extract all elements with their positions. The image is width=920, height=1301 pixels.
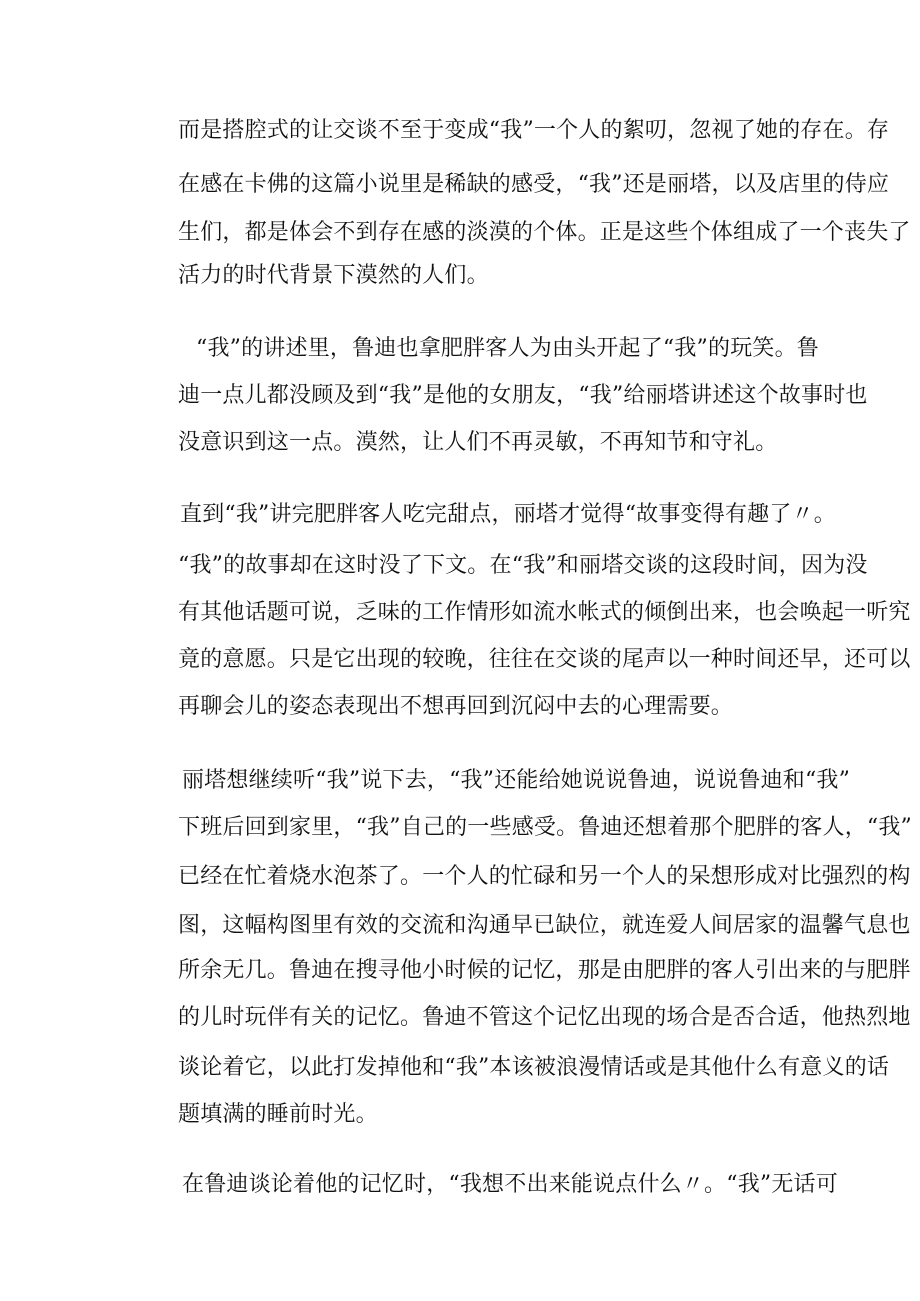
paragraph-2-line-3: 没意识到这一点。漠然，让人们不再灵敏，不再知节和守礼。 [178, 430, 778, 455]
paragraph-3-line-1: 直到“我”讲完肥胖客人吃完甜点，丽塔才觉得“故事变得有趣了〃。 [180, 502, 836, 527]
paragraph-3-line-3: 有其他话题可说，乏味的工作情形如流水帐式的倾倒出来，也会唤起一听究 [178, 600, 911, 625]
paragraph-4-line-1: 丽塔想继续听“我”说下去，“我”还能给她说说鲁迪，说说鲁迪和“我” [182, 768, 851, 793]
paragraph-5-line-1: 在鲁迪谈论着他的记忆时，“我想不出来能说点什么〃。“我”无话可 [182, 1172, 838, 1197]
paragraph-4-line-4: 图，这幅构图里有效的交流和沟通早已缺位，就连爱人间居家的温馨气息也 [178, 913, 911, 938]
paragraph-3-line-2: “我”的故事却在这时没了下文。在“我”和丽塔交谈的这段时间，因为没 [178, 553, 868, 578]
paragraph-1-line-4: 活力的时代背景下漠然的人们。 [178, 263, 489, 288]
paragraph-4-line-8: 题填满的睡前时光。 [178, 1102, 378, 1127]
paragraph-4-line-3: 已经在忙着烧水泡茶了。一个人的忙碌和另一个人的呆想形成对比强烈的构 [178, 864, 911, 889]
paragraph-4-line-7: 谈论着它，以此打发掉他和“我”本该被浪漫情话或是其他什么有意义的话 [178, 1055, 890, 1080]
paragraph-4-line-2: 下班后回到家里，“我”自己的一些感受。鲁迪还想着那个肥胖的客人，“我” [178, 815, 912, 840]
paragraph-3-line-5: 再聊会儿的姿态表现出不想再回到沉闷中去的心理需要。 [178, 694, 734, 719]
paragraph-3-line-4: 竟的意愿。只是它出现的较晚，往往在交谈的尾声以一种时间还早，还可以 [178, 647, 911, 672]
paragraph-2-line-1: “我”的讲述里，鲁迪也拿肥胖客人为由头开起了“我”的玩笑。鲁 [196, 336, 819, 361]
paragraph-1-line-1: 而是搭腔式的让交谈不至于变成“我”一个人的絮叨，忽视了她的存在。存 [178, 118, 890, 143]
paragraph-2-line-2: 迪一点儿都没顾及到“我”是他的女朋友，“我”给丽塔讲述这个故事时也 [178, 383, 868, 408]
paragraph-4-line-5: 所余无几。鲁迪在搜寻他小时候的记忆，那是由肥胖的客人引出来的与肥胖 [178, 958, 911, 983]
paragraph-4-line-6: 的儿时玩伴有关的记忆。鲁迪不管这个记忆出现的场合是否合适，他热烈地 [178, 1005, 911, 1030]
paragraph-1-line-3: 生们，都是体会不到存在感的淡漠的个体。正是这些个体组成了一个丧失了 [178, 220, 911, 245]
paragraph-1-line-2: 在感在卡佛的这篇小说里是稀缺的感受，“我”还是丽塔，以及店里的侍应 [178, 172, 890, 197]
